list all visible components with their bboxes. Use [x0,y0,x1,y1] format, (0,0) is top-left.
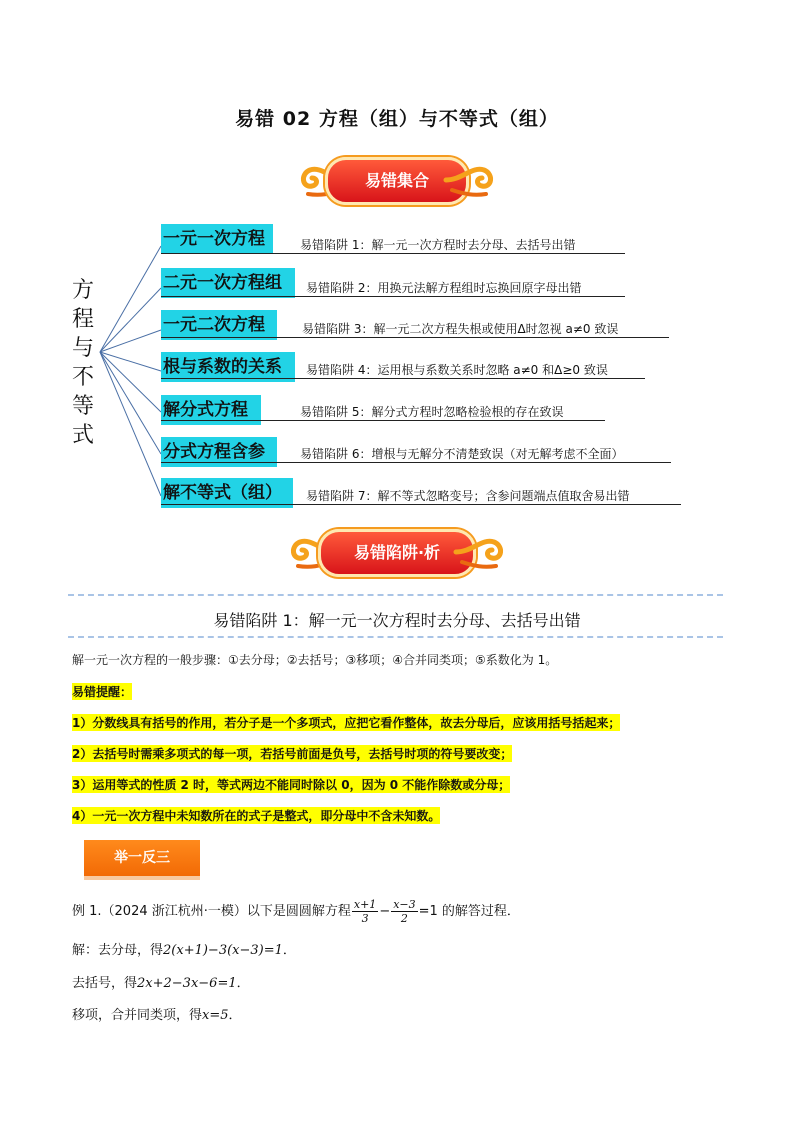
banner-analysis-label: 易错陷阱·析 [318,529,476,577]
branch-label: 根与系数的关系 [161,352,295,382]
trap-text: 易错陷阱 3：解一元二次方程失根或使用Δ时忽视 a≠0 致误 [302,322,619,336]
root-char: 方 [72,278,95,303]
branch-label: 解分式方程 [161,395,261,425]
section-heading: 易错陷阱 1：解一元一次方程时去分母、去括号出错 [213,611,581,630]
steps-text: 解一元一次方程的一般步骤：①去分母；②去括号；③移项；④合并同类项；⑤系数化为 1。 [72,653,558,667]
swirl-ornament-icon [452,528,512,574]
branch-label: 一元一次方程 [161,224,273,254]
fraction: $\frac{x+1}{3}$ [353,898,377,925]
reminder-item: 4）一元一次方程中未知数所在的式子是整式，即分母中不含未知数。 [72,809,441,823]
banner-collection-label: 易错集合 [325,157,469,205]
solution-line: 去括号，得2x+2−3x−6=1． [72,976,250,991]
reminder-item: 3）运用等式的性质 2 时，等式两边不能同时除以 0，因为 0 不能作除数或分母； [72,778,511,792]
divider [68,636,723,638]
fraction: $\frac{x-3}{2}$ [393,898,416,925]
reminder-item: 2）去括号时需乘多项式的每一项，若括号前面是负号，去括号时项的符号要改变； [72,747,513,761]
reminder-item: 1）分数线具有括号的作用，若分子是一个多项式，应把它看作整体，故去分母后，应该用括号括起来； [72,716,621,730]
branch-label: 一元二次方程 [161,310,277,340]
remind-label: 易错提醒： [72,685,133,699]
banner-analysis [0,520,794,580]
root-char: 不 [72,365,95,390]
trap-text: 易错陷阱 6：增根与无解分不清楚致误（对无解考虑不全面） [300,447,624,461]
root-char: 式 [72,423,95,448]
solution-line: 解：去分母，得2(x+1)−3(x−3)=1． [72,943,296,958]
trap-text: 易错陷阱 1：解一元一次方程时去分母、去括号出错 [300,238,576,252]
root-char: 与 [72,336,95,361]
page-title: 易错 02 方程（组）与不等式（组） [235,108,559,130]
example-text: 例 1.（2024 浙江杭州·一模）以下是圆圆解方程 [72,904,351,919]
trap-text: 易错陷阱 2：用换元法解方程组时忘换回原字母出错 [306,281,582,295]
root-char: 程 [72,307,95,332]
trap-text: 易错陷阱 5：解分式方程时忽略检验根的存在致误 [300,405,564,419]
divider [68,594,723,596]
trap-text: 易错陷阱 7：解不等式忽略变号；含参问题端点值取舍易出错 [306,489,630,503]
root-char: 等 [72,394,95,419]
branch-label: 解不等式（组） [161,478,293,508]
solution-line: 移项，合并同类项，得x=5． [72,1008,242,1023]
branch-label: 分式方程含参 [161,437,277,467]
branch-label: 二元一次方程组 [161,268,295,298]
example-intro: 例 1.（2024 浙江杭州·一模）以下是圆圆解方程 $\frac{x+1}{3}$ − $\frac{x-3}{2}$ =1 的解答过程． [72,898,520,925]
trap-text: 易错陷阱 4：运用根与系数关系时忽略 a≠0 和Δ≥0 致误 [306,363,608,377]
practice-tag: 举一反三 [84,840,200,876]
